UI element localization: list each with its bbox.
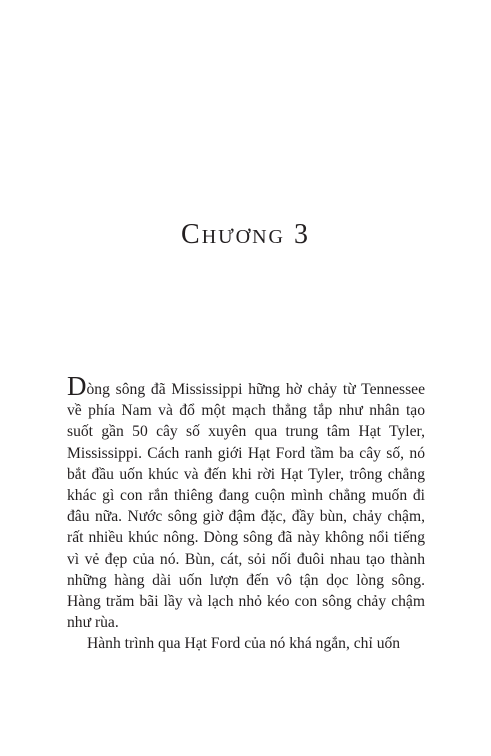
paragraph-1	[67, 371, 425, 633]
paragraph-1-text: òng sông đã Mississippi hững hờ chảy từ Tennessee về phía Nam và đổ một mạch thẳng tắp như nhân tạo suốt gần 50 cây số xuyên qua trung tâm Hạt Tyler, Mississippi. Cách ranh giới Hạt Ford tầm ba cây số, nó bắt đầu uốn khúc và đến khi rời Hạt Tyler, trông chẳng khác gì con rắn thiêng đang cuộn mình chẳng muốn đi đâu nữa. Nước sông giờ đậm đặc, đầy bùn, chảy chậm, rất nhiều khúc nông. Dòng sông đã này không nổi tiếng vì vẻ đẹp của nó. Bùn, cát, sỏi nối đuôi nhau tạo thành những hàng dài uốn lượn đến vô tận dọc lòng sông. Hàng trăm bãi lầy và lạch nhỏ kéo con sông chảy chậm như rùa.	[67, 381, 425, 632]
paragraph-2: Hành trình qua Hạt Ford của nó khá ngắn, chỉ uốn	[87, 635, 401, 653]
chapter-title: Chương 3	[181, 219, 310, 250]
chapter-body	[67, 371, 425, 655]
drop-cap: D	[67, 371, 87, 401]
